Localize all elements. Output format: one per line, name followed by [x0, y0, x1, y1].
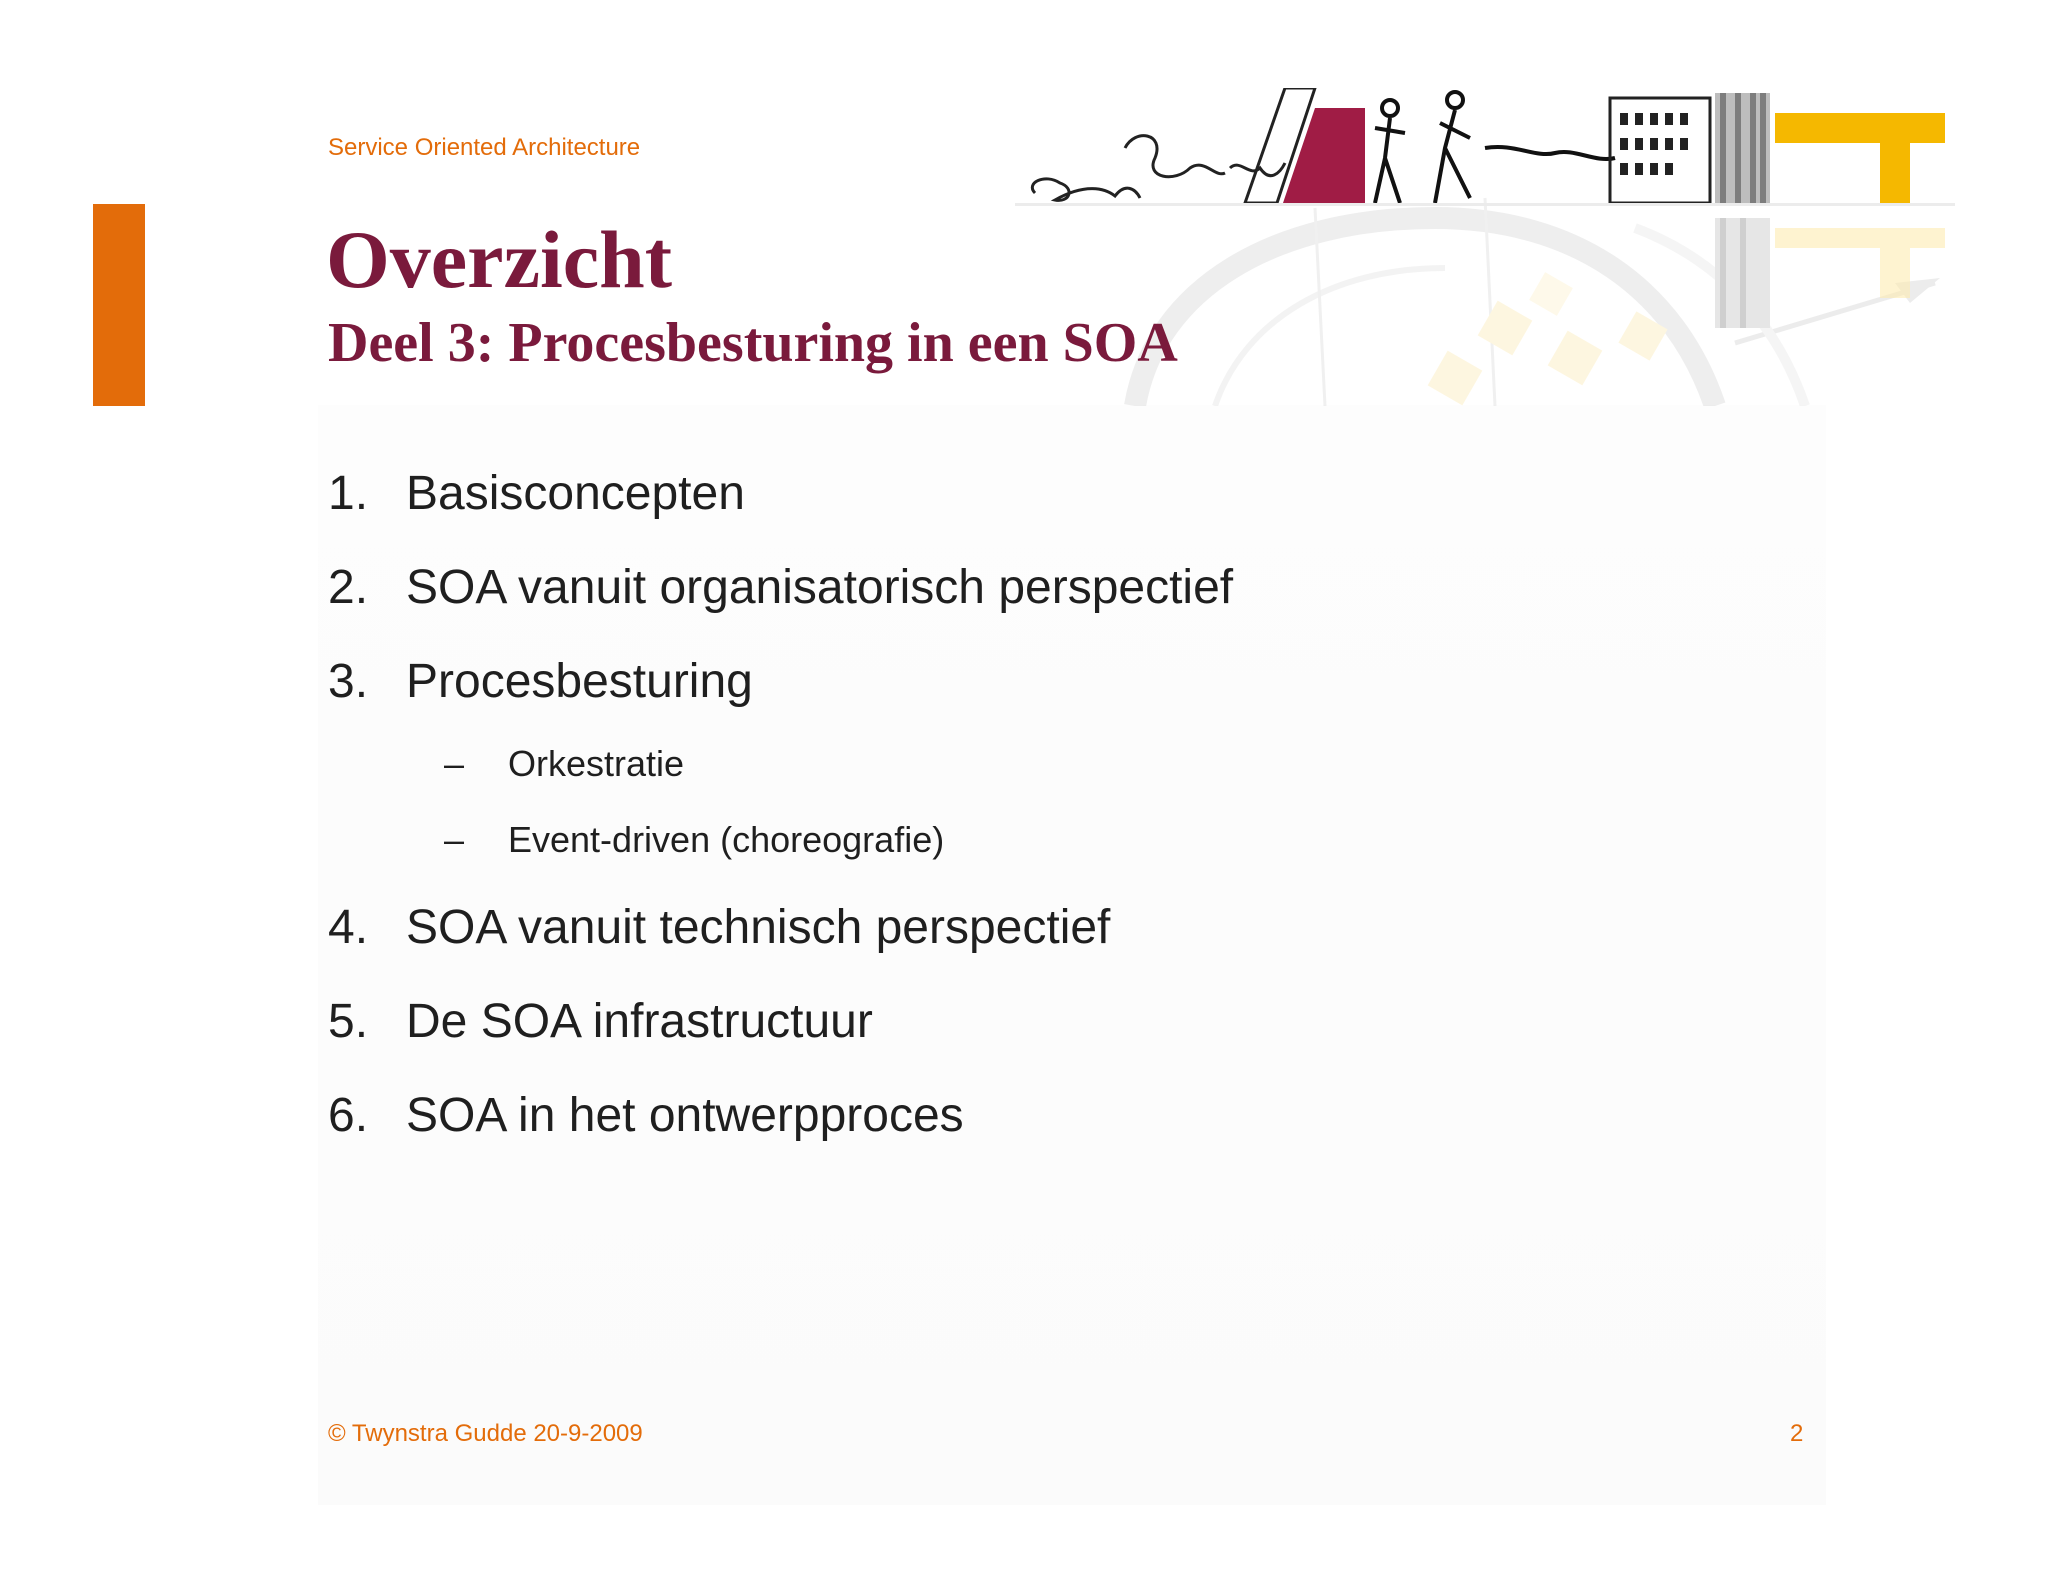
agenda-item-label: De SOA infrastructuur: [406, 995, 873, 1048]
slide-subtitle: Deel 3: Procesbesturing in een SOA: [328, 312, 1178, 374]
accent-bar: [93, 204, 145, 406]
maroon-figure-graphic: [1245, 88, 1365, 203]
handwriting-sketch-graphic: [1032, 136, 1285, 201]
agenda-item-label: Basisconcepten: [406, 467, 745, 520]
agenda-item-label: SOA vanuit technisch perspectief: [406, 901, 1111, 954]
agenda-subitem: [444, 819, 945, 860]
agenda-item-number: 4.: [328, 901, 369, 954]
agenda-subitem-bullet: –: [444, 743, 465, 784]
page-number: 2: [1790, 1420, 1804, 1447]
agenda-item-label: Procesbesturing: [406, 655, 753, 708]
agenda-item-number: 6.: [328, 1089, 369, 1142]
agenda-item-label: SOA in het ontwerpproces: [406, 1089, 964, 1142]
agenda-subitem-label: Event-driven (choreografie): [508, 819, 945, 860]
agenda-item-number: 2.: [328, 561, 369, 614]
agenda-item: [328, 1089, 964, 1142]
slide-subject: Service Oriented Architecture: [328, 134, 641, 161]
agenda-item-number: 5.: [328, 995, 369, 1048]
column-sketch-graphic: [1715, 93, 1770, 328]
agenda-item: [328, 995, 873, 1048]
agenda-subitem-bullet: –: [444, 819, 465, 860]
agenda-item: [328, 467, 745, 520]
agenda-item-label: SOA vanuit organisatorisch perspectief: [406, 561, 1234, 614]
agenda-item: [328, 901, 1111, 954]
sketched-figures-graphic: [1375, 92, 1615, 203]
agenda-item-number: 3.: [328, 655, 369, 708]
agenda-item: [328, 655, 753, 708]
agenda-item: [328, 561, 1234, 614]
agenda-item-number: 1.: [328, 467, 369, 520]
header-divider: [1015, 203, 1955, 206]
slide-title: Overzicht: [326, 214, 673, 305]
building-sketch-graphic: [1610, 98, 1710, 203]
footer-copyright: © Twynstra Gudde 20-9-2009: [328, 1420, 643, 1447]
agenda-subitem-label: Orkestratie: [508, 743, 685, 784]
agenda-subitem: [444, 743, 685, 784]
